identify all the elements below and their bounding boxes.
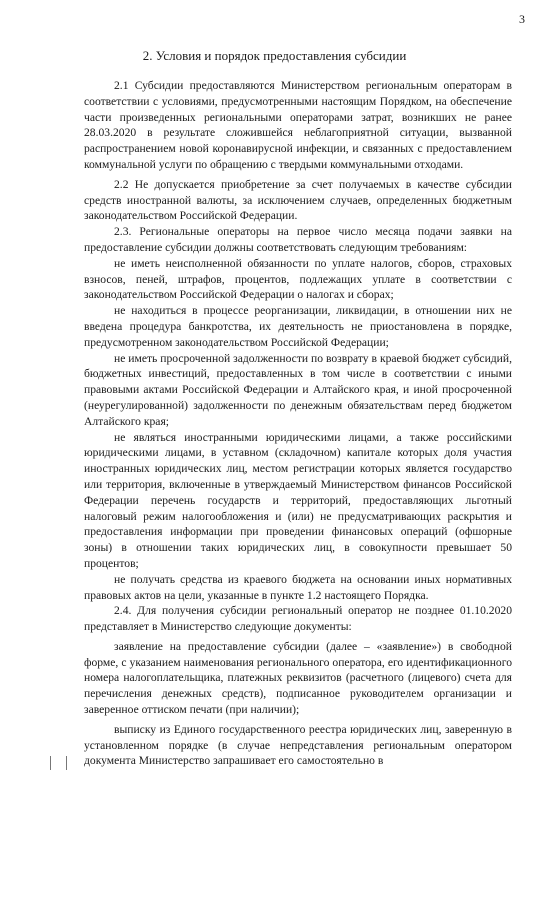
section-title: 2. Условия и порядок предоставления субсидии — [142, 48, 407, 63]
paragraph-2-4: 2.4. Для получения субсидии региональный оператор не позднее 01.10.2020 представляет в Министерство следующие документы: — [84, 604, 512, 634]
paragraph-2-1: 2.1 Субсидии предоставляются Министерством региональным операторам в соответствии с условиями, предусмотренными настоящим Порядком, на обеспечение части произведенных региональными операторами затрат, возникших не ранее 28.03.2020 в результате сложившейся неблагоприятной ситуации, вызванной распространением новой коронавирусной инфекции, и связанных с предоставлением коммунальной услуги по обращению с твердыми коммунальными отходами. — [84, 79, 512, 171]
paragraph-2-3: 2.3. Региональные операторы на первое число месяца подачи заявки на предоставление субсидии должны соответствовать следующим требованиям: — [84, 225, 512, 254]
requirement-taxes: не иметь неисполненной обязанности по уплате налогов, сборов, страховых взносов, пеней, штрафов, процентов, подлежащих уплате в соответствии с законодательством Российской Федерации о налогах и сборах; — [84, 256, 512, 302]
requirement-foreign-entities: не являться иностранными юридическими лицами, а также российскими юридическими лицами, в уставном (складочном) капитале которых доля участия иностранных юридических лиц, местом регистрации которых является государство или территория, включенные в утверждаемый Министерством финансов Российской Федерации перечень государств и территорий, предоставляющих льготный налоговый режим налогообложения и (или) не предусматривающих раскрытия и предоставления информации при проведении финансовых операций (офшорные зоны) в отношении таких юридических лиц, в совокупности превышает 50 процентов; — [84, 430, 512, 570]
requirement-reorganization: не находиться в процессе реорганизации, ликвидации, в отношении них не введена процедура банкротства, их деятельность не приостановлена в порядке, предусмотренном законодательством Российской Федерации; — [84, 304, 512, 349]
document-body — [84, 78, 512, 769]
scan-artifact-left — [50, 756, 51, 770]
document-egrul-extract: выписку из Единого государственного реестра юридических лиц, заверенную в установленном порядке (в случае непредставления региональным оператором документа Министерство запрашивает его самостоятельно в — [84, 722, 512, 768]
paragraph-2-2: 2.2 Не допускается приобретение за счет получаемых в качестве субсидии средств иностранной валюты, за исключением случаев, определенных бюджетным законодательством Российской Федерации. — [84, 177, 512, 223]
page-number: 3 — [519, 12, 525, 26]
requirement-no-other-funds: не получать средства из краевого бюджета на основании иных нормативных правовых актов на цели, указанные в пункте 1.2 настоящего Порядка. — [84, 572, 512, 602]
document-application: заявление на предоставление субсидии (далее – «заявление») в свободной форме, с указанием наименования регионального оператора, его идентификационного номера налогоплательщика, платежных реквизитов (расчетного (лицевого) счета для перечисления денежных средств), подписанное руководителем организации и заверенное оттиском печати (при наличии); — [84, 639, 512, 717]
scan-artifact-left-2 — [66, 756, 67, 770]
requirement-debt: не иметь просроченной задолженности по возврату в краевой бюджет субсидий, бюджетных инвестиций, предоставленных в том числе в соответствии с иными правовыми актами Российской Федерации и Алтайского края, и иной просроченной (неурегулированной) задолженности по денежным обязательствам перед бюджетом Алтайского края; — [84, 351, 512, 428]
